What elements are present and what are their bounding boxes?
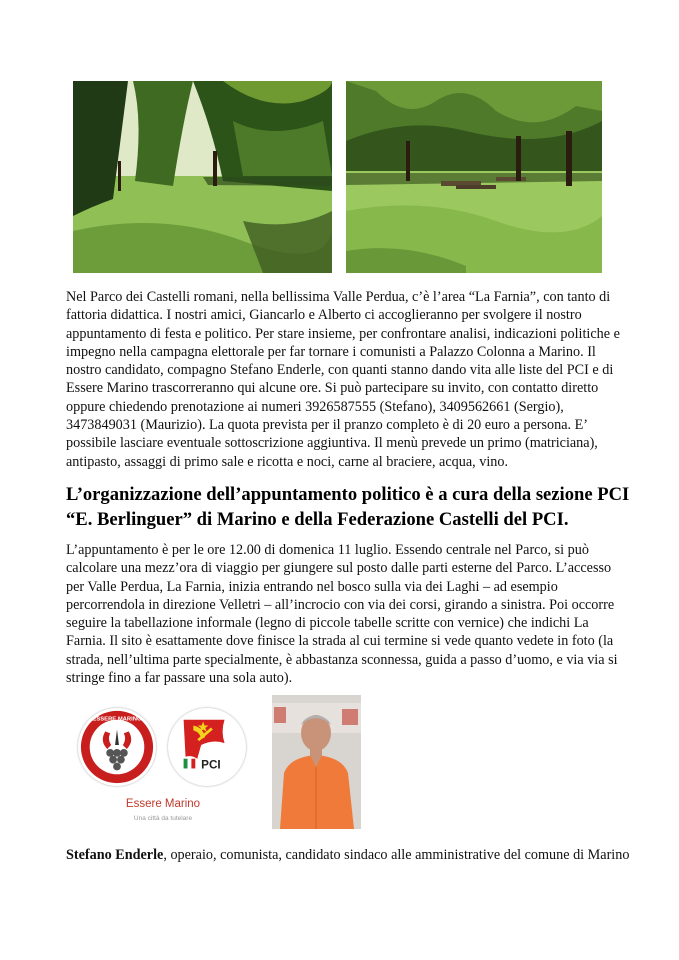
intro-paragraph: Nel Parco dei Castelli romani, nella bellissima Valle Perdua, c’è l’area “La Farnia”, con tanto di fattoria didattica. I nostri amici, Giancarlo e Alberto ci accoglieranno per svolgere il nostro appuntamento di festa e politico. Per stare insieme, per confrontare analisi, indicazioni politiche e impegno nella campagna elettorale per far tornare i comunisti a Palazzo Colonna a Marino. Il nostro candidato, compagno Stefano Enderle, con quanti stanno dando vita alle liste del PCI e di Essere Marino trascorreranno qui alcune ore. Si può partecipare su invito, con contatto diretto oppure chiedendo prenotazione ai numeri 3926587555 (Stefano), 3409562661 (Sergio), 3473849031 (Maurizio). La quota prevista per il pranzo completo è di 20 euro a persona. E’ possibile lasciare eventuale sottoscrizione aggiuntiva. Il menù prevede un primo (matriciana), antipasto, assaggi di primo sale e ricotta e noci, carne al braciere, acqua, vino. — [66, 289, 620, 470]
park-photo-left — [73, 81, 332, 273]
pci-logo — [168, 708, 246, 786]
essere-marino-ring-text: ESSERE MARINO — [92, 716, 142, 723]
pci-text: PCI — [201, 758, 221, 772]
section-heading: L’organizzazione dell’appuntamento politico è a cura della sezione PCI “E. Berlinguer” di Marino e della Federazione Castelli del PCI. — [66, 484, 630, 530]
directions-paragraph: L’appuntamento è per le ore 12.00 di domenica 11 luglio. Essendo centrale nel Parco, si può calcolare una mezz’ora di viaggio per giungere sul posto dalle parti esterne del Parco. L’accesso per Valle Perdua, La Farnia, inizia entrando nel bosco sulla via dei Laghi – ad esempio percorrendola in direzione Velletri – all’incrocio con via dei corsi, girando a sinistra. Poi occorre seguire la tabellazione informale (legno di piccole tabelle scritte con vernice) che indichi La Farnia. Il sito è esattamente dove finisce la strada al cui termine si vede quanto vedete in foto (la strada, nell’ultima parte specialmente, è abbastanza sconnessa, guida a passo d’uomo, e via via si stringe fino a far passare una sola auto). — [66, 542, 618, 687]
candidate-photo — [272, 695, 361, 829]
essere-marino-logo — [78, 708, 156, 786]
candidate-caption — [66, 846, 646, 864]
logos-block — [72, 704, 254, 828]
brand-name: Essere Marino — [125, 798, 201, 810]
candidate-name: Stefano Enderle — [66, 847, 164, 863]
park-photo-right — [346, 81, 602, 273]
candidate-description: , operaio, comunista, candidato sindaco alle amministrative del comune di Marino — [163, 847, 630, 863]
brand-tagline: Una città da tutelare — [133, 815, 193, 822]
